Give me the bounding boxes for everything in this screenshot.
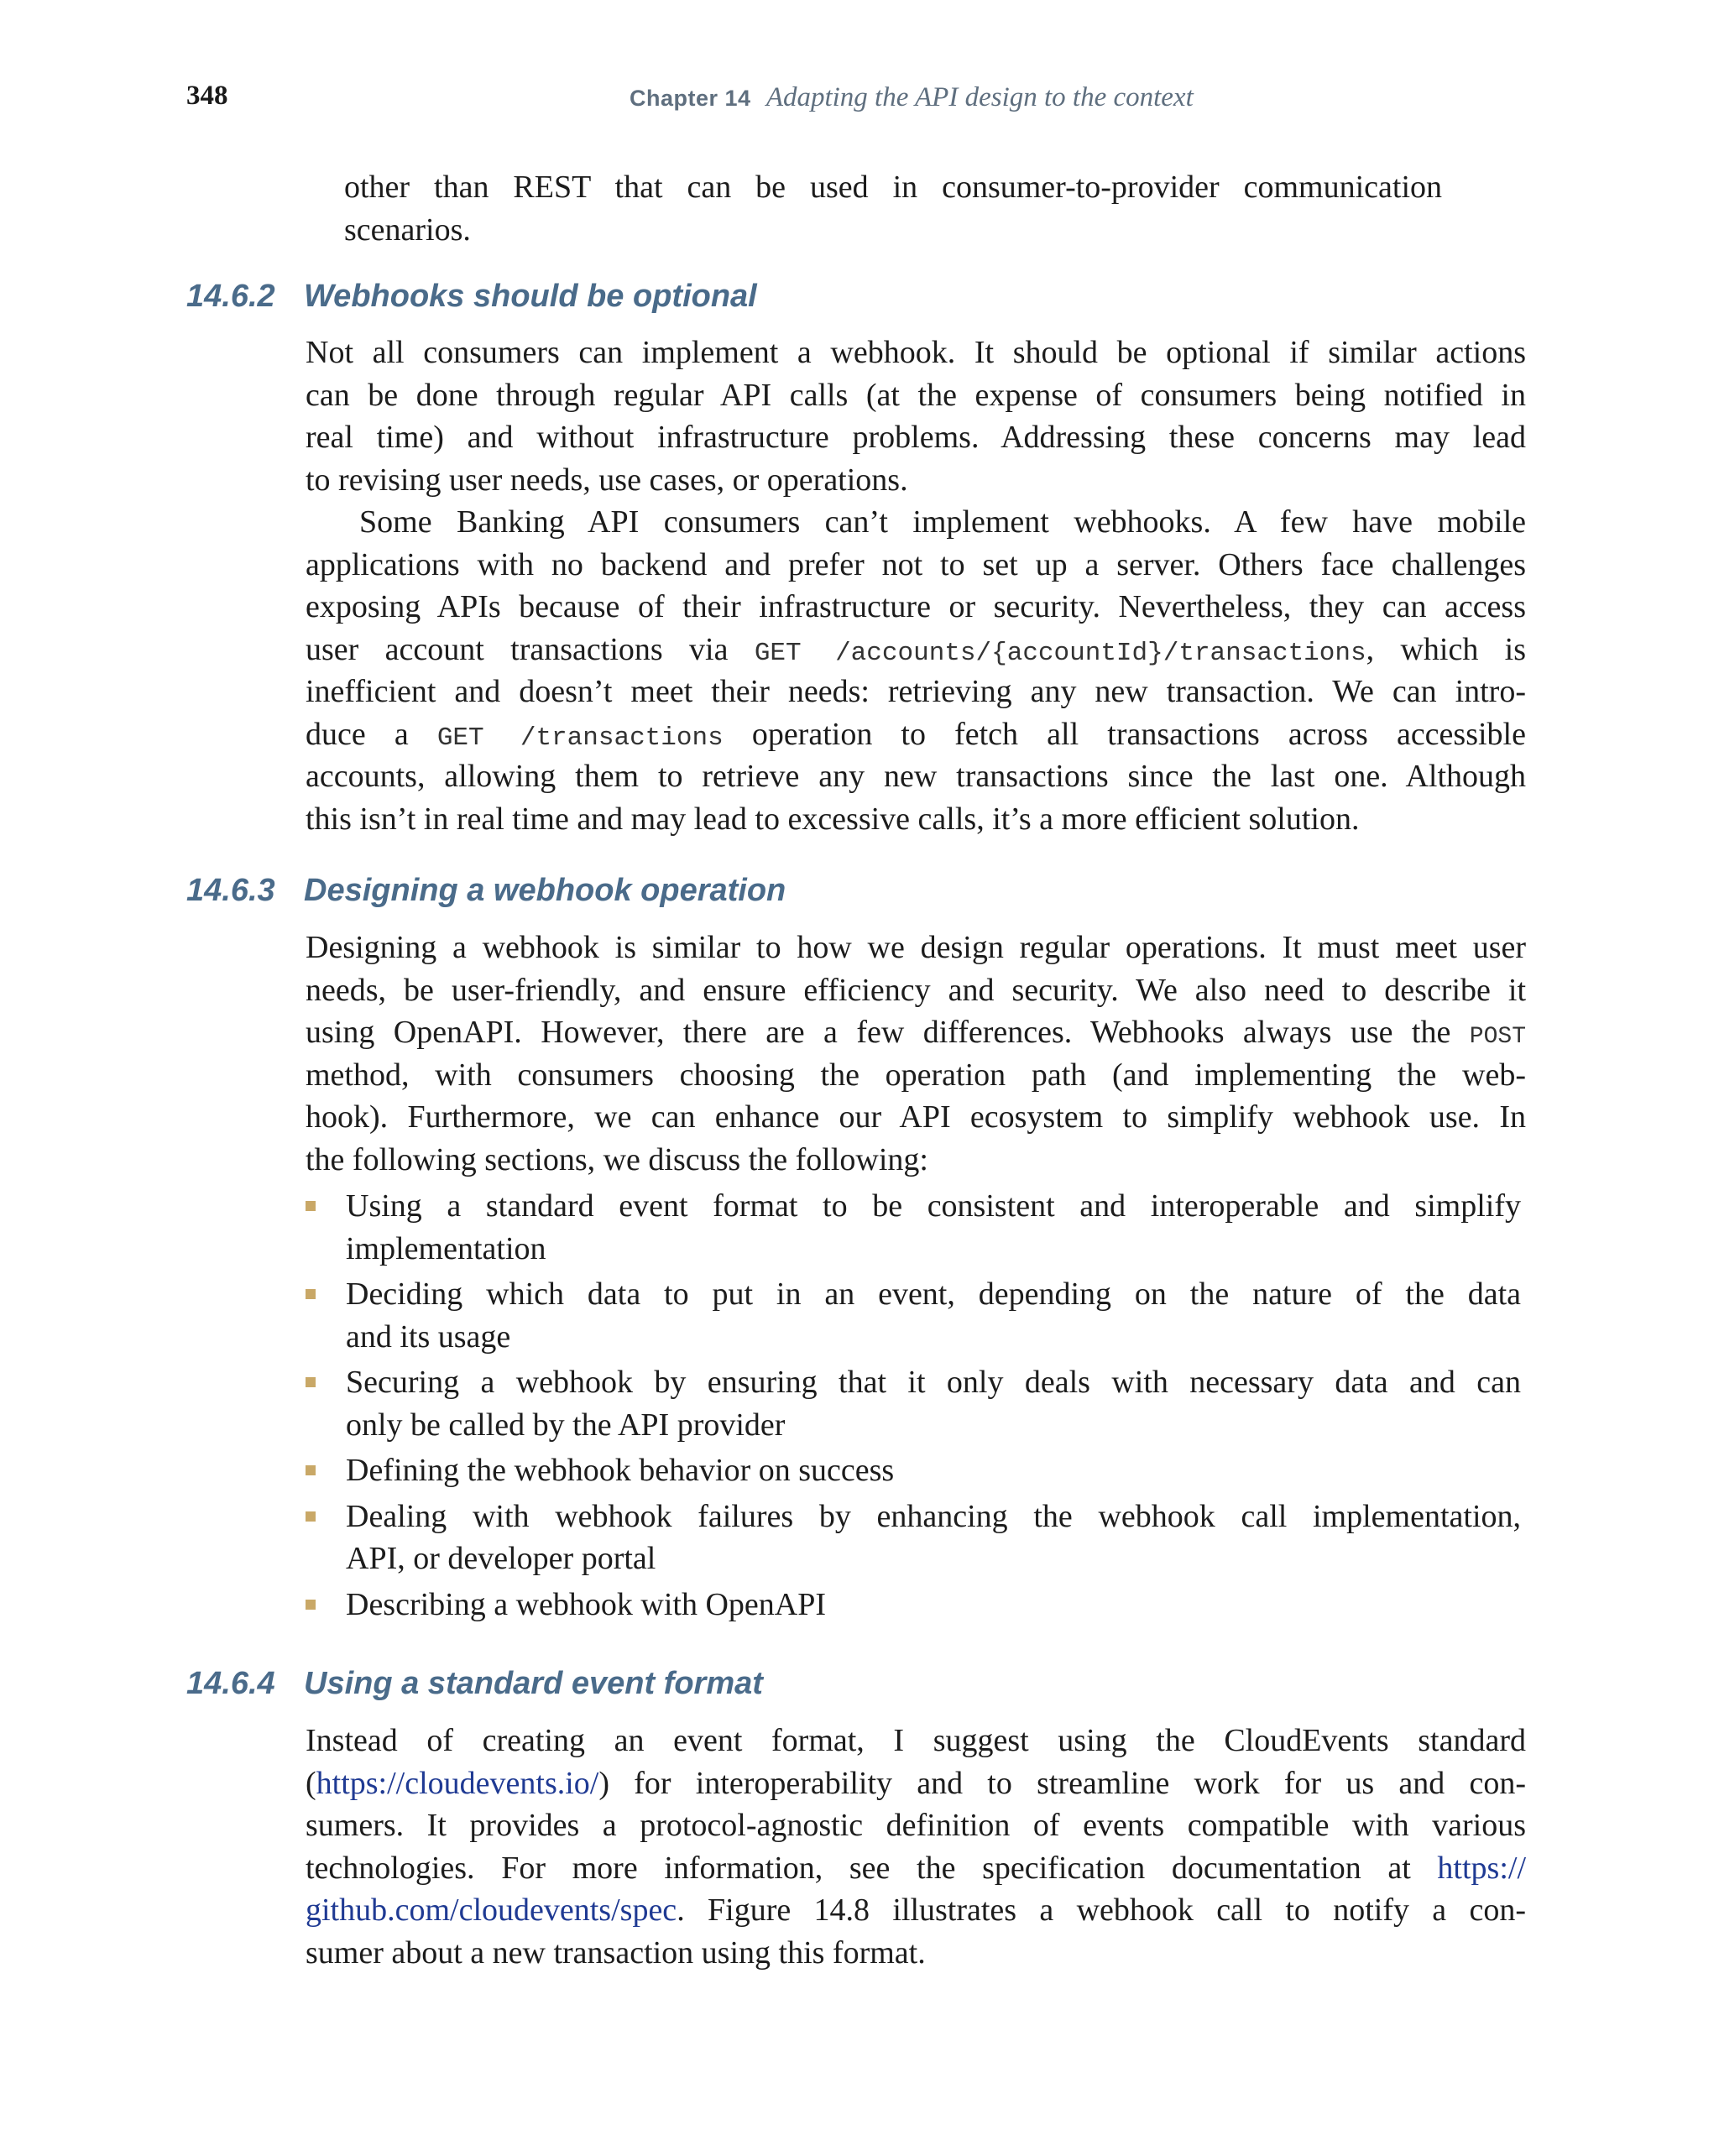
spec-link-part-2[interactable]: github.com/cloudevents/spec: [306, 1892, 677, 1928]
intro-paragraph: [344, 166, 1442, 251]
text-line: only be called by the API provider: [346, 1407, 786, 1443]
text-line: needs, be user-friendly, and ensure efficiency and security. We also need to describe it: [306, 972, 1526, 1008]
cloudevents-link[interactable]: https://cloudevents.io/: [316, 1765, 599, 1801]
text-line: [306, 1889, 1526, 1932]
text-line: API, or developer portal: [346, 1541, 656, 1576]
text-segment: duce a: [306, 716, 437, 752]
text-line: Securing a webhook by ensuring that it only deals with necessary data and can: [346, 1365, 1521, 1400]
text-segment: . Figure 14.8 illustrates a webhook call to notify a con-: [677, 1892, 1526, 1928]
section-title: Webhooks should be optional: [304, 279, 757, 314]
text-line: this isn’t in real time and may lead to excessive calls, it’s a more efficient solution.: [306, 801, 1360, 837]
text-line: Instead of creating an event format, I suggest using the CloudEvents standard: [306, 1723, 1526, 1758]
text-segment: technologies. For more information, see the specification documentation at: [306, 1850, 1438, 1886]
text-line: Not all consumers can implement a webhook. It should be optional if similar actions: [306, 335, 1526, 370]
text-line: Using a standard event format to be consistent and interoperable and simplify: [346, 1188, 1521, 1224]
bullet-icon: [306, 1511, 316, 1522]
chapter-title: Adapting the API design to the context: [765, 82, 1194, 112]
chapter-label: Chapter 14: [630, 86, 751, 111]
text-line: [306, 1847, 1526, 1890]
text-line: method, with consumers choosing the operation path (and implementing the web-: [306, 1057, 1526, 1093]
text-line: [306, 1011, 1526, 1054]
text-segment: , which is: [1366, 631, 1527, 667]
text-line: scenarios.: [344, 211, 471, 248]
text-line: Dealing with webhook failures by enhancing the webhook call implementation,: [346, 1498, 1521, 1534]
section-14-6-3-paragraph: [306, 927, 1526, 1181]
text-line: can be done through regular API calls (at the expense of consumers being notified in: [306, 377, 1526, 413]
code-endpoint: GET /accounts/{accountId}/transactions: [754, 638, 1366, 668]
bullet-icon: [306, 1377, 316, 1387]
text-line: implementation: [346, 1230, 546, 1266]
text-line: [306, 629, 1526, 671]
list-item: [346, 1185, 1521, 1270]
section-heading-14-6-2: [186, 279, 757, 315]
list-item: [346, 1361, 1521, 1446]
list-item: [346, 1273, 1521, 1358]
section-number: 14.6.3: [186, 873, 275, 908]
section-heading-14-6-3: [186, 873, 786, 909]
text-line: hook). Furthermore, we can enhance our API ecosystem to simplify webhook use. In: [306, 1099, 1526, 1135]
text-line: Designing a webhook is similar to how we design regular operations. It must meet user: [306, 930, 1526, 965]
text-line: real time) and without infrastructure problems. Addressing these concerns may lead: [306, 420, 1526, 455]
text-line: accounts, allowing them to retrieve any new transactions since the last one. Although: [306, 759, 1526, 794]
section-title: Designing a webhook operation: [304, 873, 786, 908]
list-item: [346, 1496, 1521, 1580]
text-line: the following sections, we discuss the following:: [306, 1141, 928, 1177]
section-number: 14.6.4: [186, 1666, 275, 1701]
text-line: sumer about a new transaction using this format.: [306, 1934, 926, 1971]
section-title: Using a standard event format: [304, 1666, 763, 1701]
list-item: [346, 1584, 1521, 1626]
text-line: [306, 713, 1526, 756]
text-line: Deciding which data to put in an event, depending on the nature of the data: [346, 1276, 1521, 1312]
bullet-icon: [306, 1465, 316, 1475]
section-14-6-2-paragraph-2: [306, 501, 1526, 840]
text-line: other than REST that can be used in consumer-to-provider communication: [344, 170, 1442, 205]
text-segment: ) for interoperability and to streamline work for us and con-: [598, 1765, 1526, 1801]
text-segment: user account transactions via: [306, 631, 755, 667]
page-number: 348: [186, 81, 228, 111]
text-line: and its usage: [346, 1318, 511, 1355]
text-segment: using OpenAPI. However, there are a few differences. Webhooks always use the: [306, 1015, 1470, 1050]
text-line: [306, 1762, 1526, 1805]
text-line: applications with no backend and prefer not to set up a server. Others face challenges: [306, 546, 1526, 582]
text-segment: (: [306, 1765, 316, 1801]
spec-link-part-1[interactable]: https://: [1437, 1850, 1526, 1886]
text-segment: operation to fetch all transactions across accessible: [723, 716, 1526, 752]
bullet-icon: [306, 1289, 316, 1299]
bullet-icon: [306, 1201, 316, 1211]
code-method: POST: [1469, 1024, 1526, 1050]
list-item: [346, 1449, 1521, 1492]
section-number: 14.6.2: [186, 279, 275, 314]
bullet-icon: [306, 1600, 316, 1610]
section-14-6-4-paragraph: [306, 1720, 1526, 1974]
text-line: Describing a webhook with OpenAPI: [346, 1586, 827, 1622]
text-line: [306, 501, 1526, 544]
text-line: to revising user needs, use cases, or operations.: [306, 462, 908, 498]
text-line: sumers. It provides a protocol-agnostic definition of events compatible with various: [306, 1808, 1526, 1843]
running-head: [630, 82, 1194, 113]
bullet-list: [346, 1185, 1521, 1629]
text-line: Defining the webhook behavior on success: [346, 1453, 895, 1488]
text-line: inefficient and doesn’t meet their needs: retrieving any new transaction. We can intro-: [306, 674, 1526, 709]
section-14-6-2-paragraph-1: [306, 331, 1526, 501]
section-heading-14-6-4: [186, 1666, 763, 1702]
text-segment: Some Banking API consumers can’t implement webhooks. A few have mobile: [359, 504, 1526, 540]
text-line: exposing APIs because of their infrastructure or security. Nevertheless, they can access: [306, 589, 1526, 624]
code-endpoint: GET /transactions: [436, 723, 724, 753]
